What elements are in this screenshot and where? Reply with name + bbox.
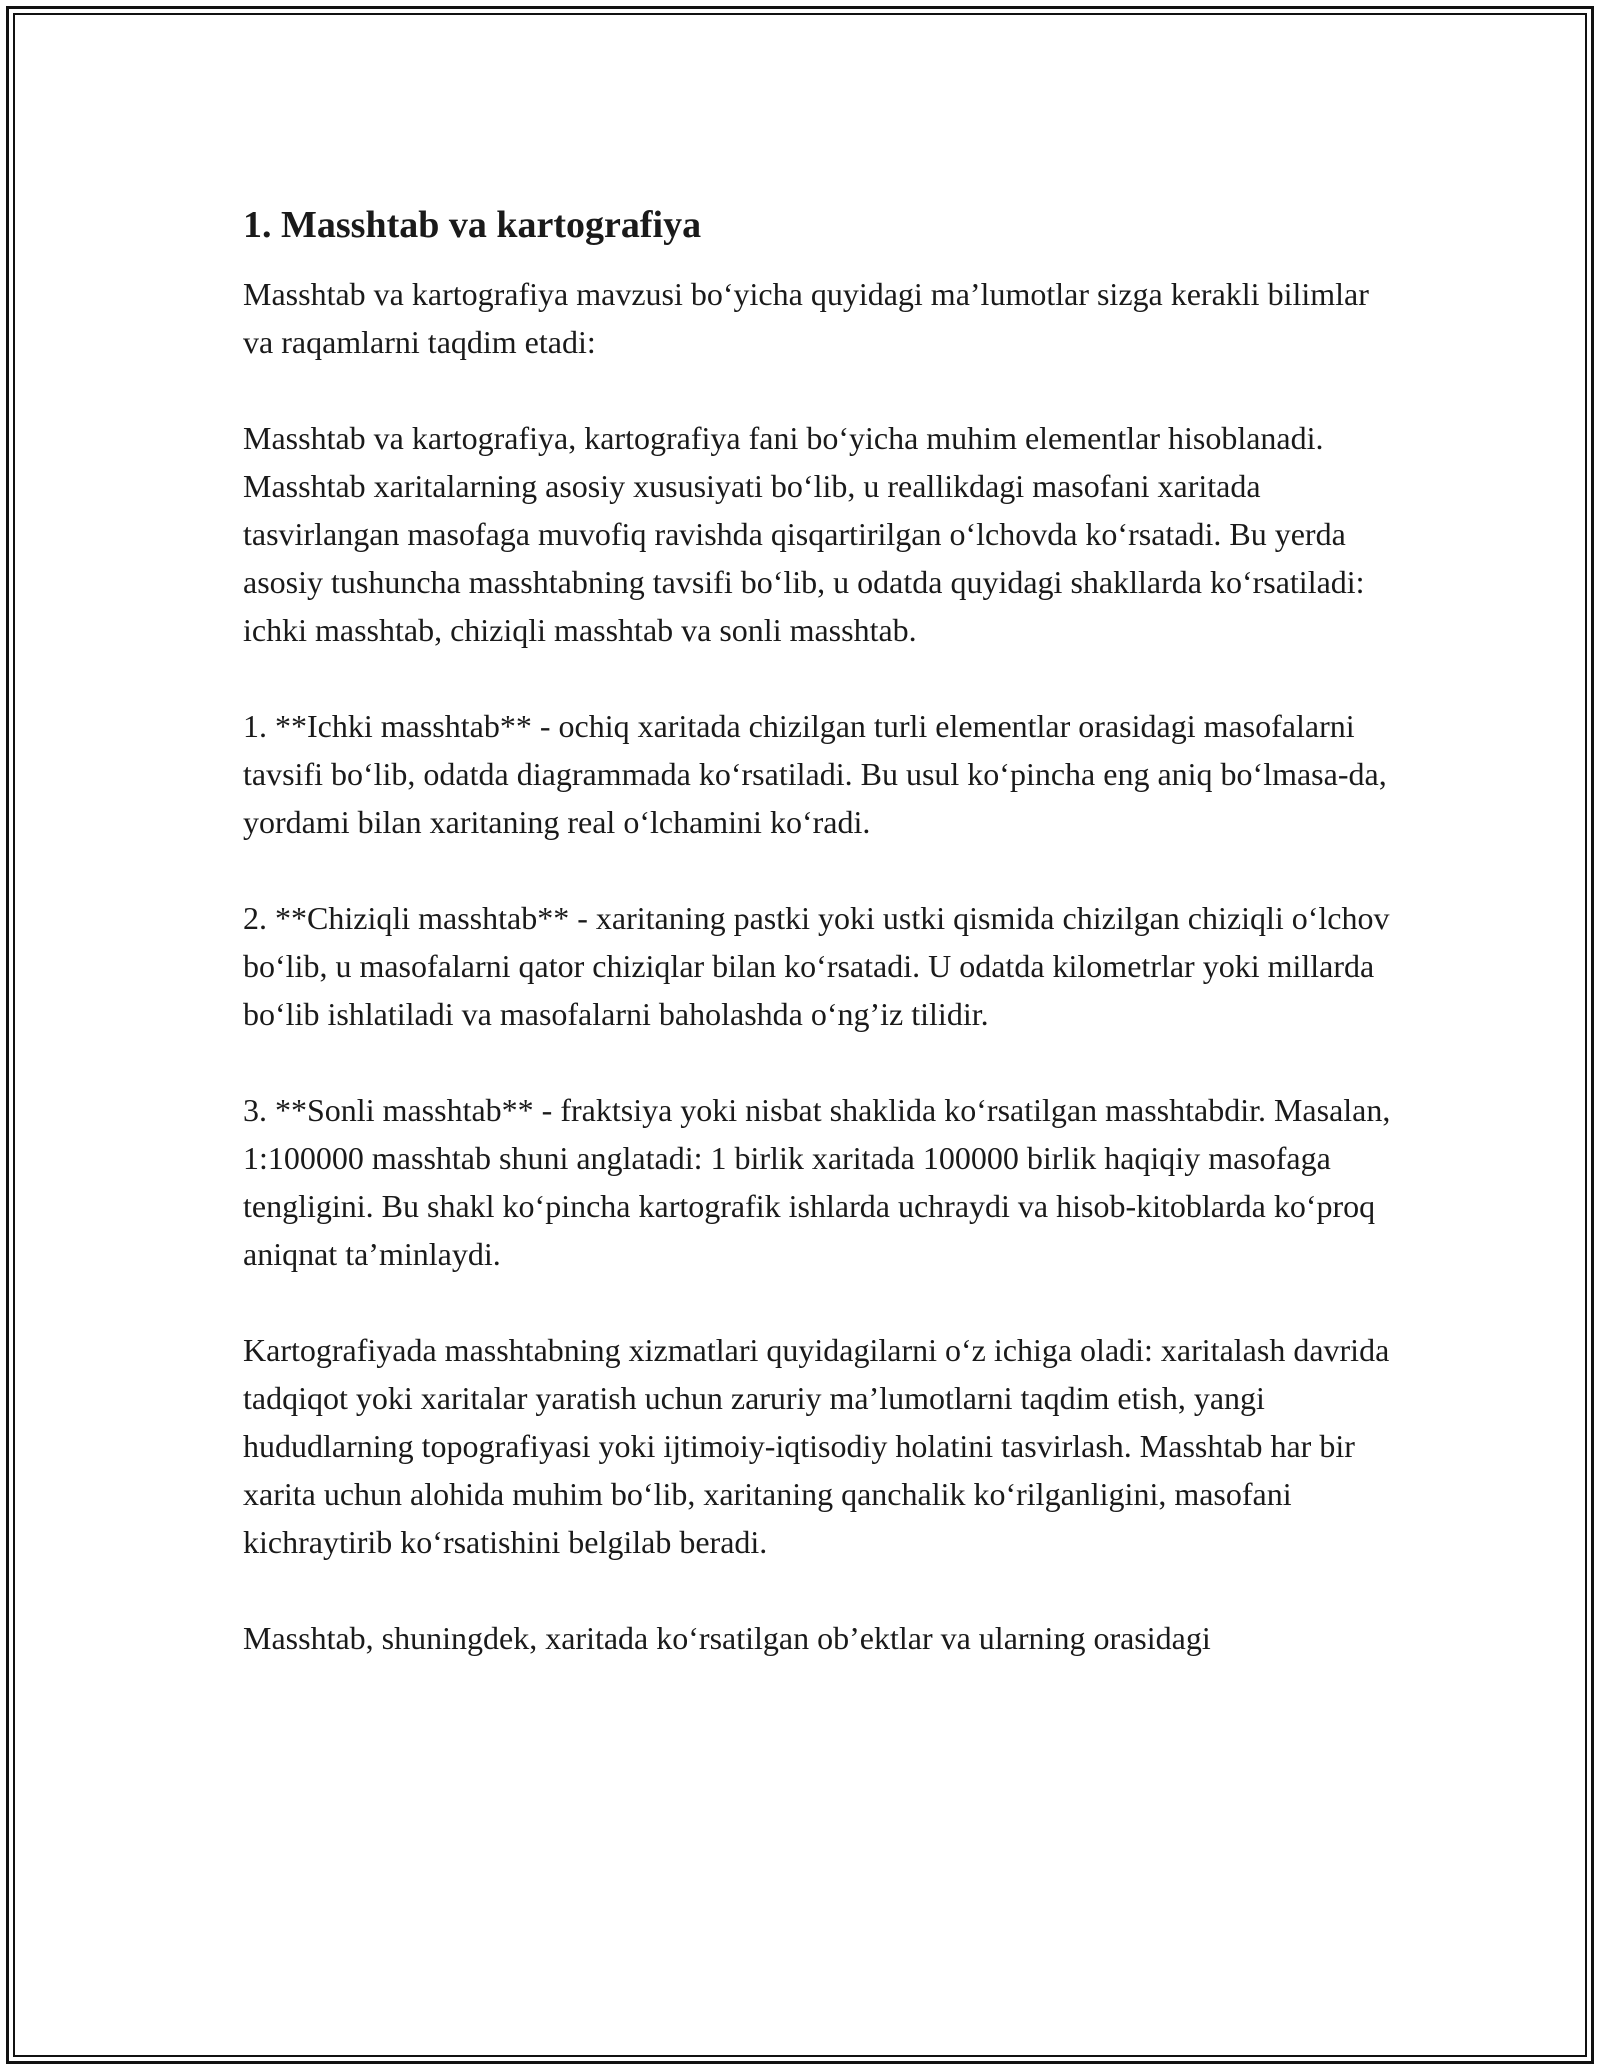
paragraph-overview: Masshtab va kartografiya, kartografiya fani bo‘yicha muhim elementlar hisoblanadi. Masshtab xaritalarning asosiy xususiyati bo‘lib, u reallikdagi masofani xaritada tasvirlangan masofaga muvofiq ravishda qisqartirilgan o‘lchovda ko‘rsatadi. Bu yerda asosiy tushuncha masshtabning tavsifi bo‘lib, u odatda quyidagi shakllarda ko‘rsatiladi: ichki masshtab, chiziqli masshtab va sonli masshtab. (243, 420, 1365, 648)
page-border-inner (13, 13, 1587, 2057)
paragraph-numeric-scale: 3. **Sonli masshtab** - fraktsiya yoki nisbat shaklida ko‘rsatilgan masshtabdir. Masalan, 1:100000 masshtab shuni anglatadi: 1 birlik xaritada 100000 birlik haqiqiy masofaga tengligini. Bu shakl ko‘pincha kartografik ishlarda uchraydi va hisob-kitoblarda ko‘proq aniqnat ta’minlaydi. (243, 1092, 1391, 1272)
paragraph-intro: Masshtab va kartografiya mavzusi bo‘yicha quyidagi ma’lumotlar sizga kerakli bilimlar va raqamlarni taqdim etadi: (243, 276, 1369, 360)
page-border (6, 6, 1594, 2064)
paragraph-scale-services: Kartografiyada masshtabning xizmatlari quyidagilarni o‘z ichiga oladi: xaritalash davrida tadqiqot yoki xaritalar yaratish uchun zaruriy ma’lumotlarni taqdim etish, yangi hududlarning topografiyasi yoki ijtimoiy-iqtisodiy holatini tasvirlash. Masshtab har bir xarita uchun alohida muhim bo‘lib, xaritaning qanchalik ko‘rilganligini, masofani kichraytirib ko‘rsatishini belgilab beradi. (243, 1332, 1390, 1560)
document-title: 1. Masshtab va kartografiya (243, 204, 702, 246)
paragraph-linear-scale: 2. **Chiziqli masshtab** - xaritaning pastki yoki ustki qismida chizilgan chiziqli o‘lchov bo‘lib, u masofalarni qator chiziqlar bilan ko‘rsatadi. U odatda kilometrlar yoki millarda bo‘lib ishlatiladi va masofalarni baholashda o‘ng’iz tilidir. (243, 900, 1390, 1032)
paragraph-internal-scale: 1. **Ichki masshtab** - ochiq xaritada chizilgan turli elementlar orasidagi masofalarni tavsifi bo‘lib, odatda diagrammada ko‘rsatiladi. Bu usul ko‘pincha eng aniq bo‘lmasa-da, yordami bilan xaritaning real o‘lchamini ko‘radi. (243, 708, 1387, 840)
paragraph-continuation: Masshtab, shuningdek, xaritada ko‘rsatilgan ob’ektlar va ularning orasidagi (243, 1620, 1211, 1656)
document-body (243, 200, 1393, 1710)
